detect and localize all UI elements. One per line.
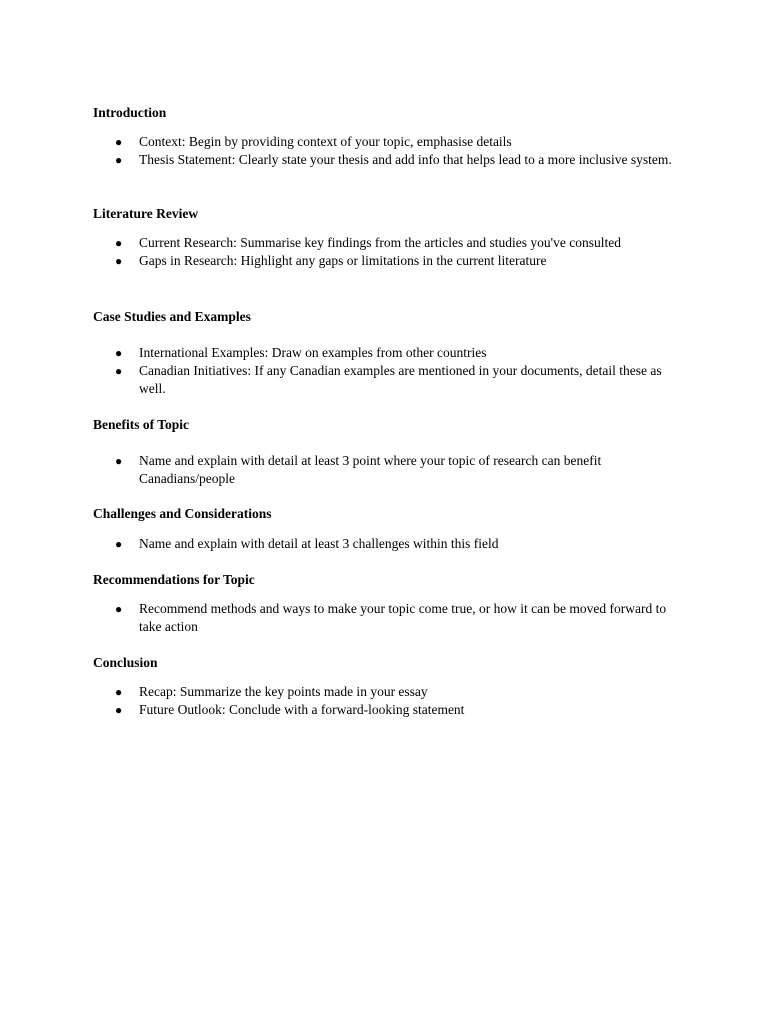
section-heading: Case Studies and Examples — [93, 309, 251, 324]
bullet-icon: ● — [115, 454, 123, 468]
section-case-studies — [93, 308, 683, 398]
list-item — [93, 151, 683, 169]
list-item-text: Recommend methods and ways to make your topic come true, or how it can be moved forward to take action — [139, 601, 667, 634]
section-literature-review — [93, 205, 683, 270]
bullet-icon: ● — [115, 236, 123, 250]
list-item — [93, 133, 683, 151]
bullet-icon: ● — [115, 537, 123, 551]
section-introduction — [93, 104, 683, 169]
section-heading: Recommendations for Topic — [93, 572, 255, 587]
list-item-text: Canadian Initiatives: If any Canadian examples are mentioned in your documents, detail these as well. — [139, 363, 662, 396]
list-item-text: Gaps in Research: Highlight any gaps or limitations in the current literature — [139, 253, 547, 268]
bullet-icon: ● — [115, 346, 123, 360]
bullet-list — [93, 600, 683, 636]
section-challenges — [93, 505, 683, 553]
bullet-list — [93, 683, 683, 719]
list-item — [93, 683, 683, 701]
list-item-text: Current Research: Summarise key findings from the articles and studies you've consulted — [139, 235, 621, 250]
list-item — [93, 252, 683, 270]
section-heading: Challenges and Considerations — [93, 506, 272, 521]
list-item-text: Name and explain with detail at least 3 point where your topic of research can benefit Canadians/people — [139, 453, 602, 486]
list-item — [93, 701, 683, 719]
list-item-text: Context: Begin by providing context of your topic, emphasise details — [139, 134, 512, 149]
section-heading: Introduction — [93, 105, 167, 120]
section-conclusion — [93, 654, 683, 719]
list-item — [93, 452, 683, 488]
list-item — [93, 362, 683, 398]
section-recommendations — [93, 571, 683, 636]
bullet-icon: ● — [115, 602, 123, 616]
list-item-text: Future Outlook: Conclude with a forward-looking statement — [139, 702, 465, 717]
bullet-icon: ● — [115, 254, 123, 268]
bullet-list — [93, 234, 683, 270]
bullet-icon: ● — [115, 153, 123, 167]
section-heading: Conclusion — [93, 655, 158, 670]
section-heading: Benefits of Topic — [93, 417, 190, 432]
list-item-text: International Examples: Draw on examples from other countries — [139, 345, 487, 360]
list-item — [93, 535, 683, 553]
bullet-icon: ● — [115, 703, 123, 717]
list-item-text: Thesis Statement: Clearly state your thesis and add info that helps lead to a more inclusive system. — [139, 152, 672, 167]
bullet-icon: ● — [115, 364, 123, 378]
bullet-icon: ● — [115, 135, 123, 149]
bullet-list — [93, 535, 683, 553]
bullet-icon: ● — [115, 685, 123, 699]
list-item — [93, 344, 683, 362]
section-benefits — [93, 416, 683, 488]
bullet-list — [93, 344, 683, 398]
list-item — [93, 600, 683, 636]
bullet-list — [93, 133, 683, 169]
section-heading: Literature Review — [93, 206, 199, 221]
list-item — [93, 234, 683, 252]
list-item-text: Name and explain with detail at least 3 challenges within this field — [139, 536, 499, 551]
bullet-list — [93, 452, 683, 488]
list-item-text: Recap: Summarize the key points made in your essay — [139, 684, 428, 699]
